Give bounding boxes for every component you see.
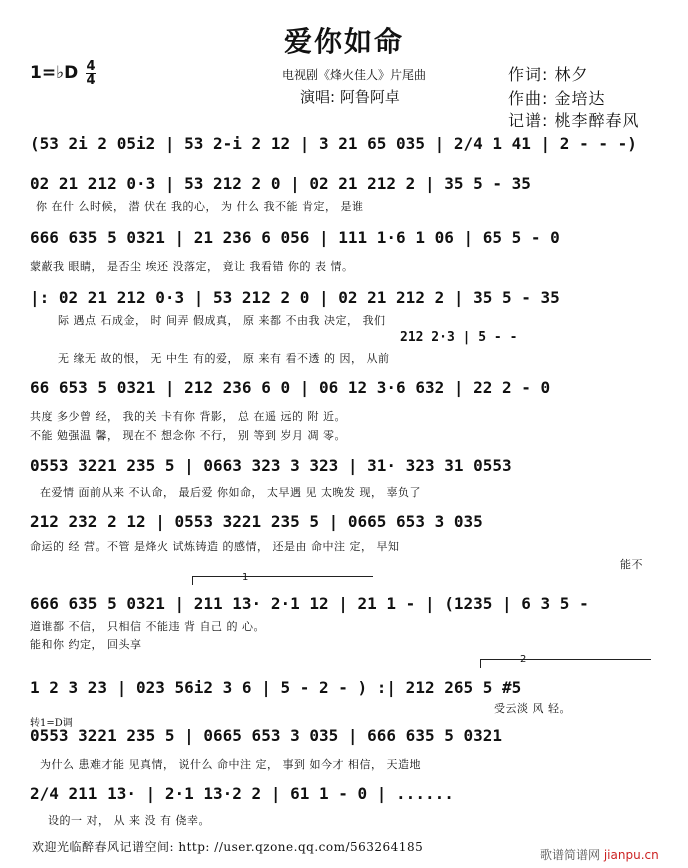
footer-text: 欢迎光临醉春风记谱空间: http: //user.qzone.qq.com/563264185 (32, 840, 424, 854)
modulation-mark: 转1=D调 (30, 718, 73, 729)
time-signature-numerator: 4 (86, 59, 96, 74)
subtitle: 电视剧《烽火佳人》片尾曲 (282, 68, 427, 82)
transcriber-credit: 记谱: 桃李醉春风 (508, 111, 640, 130)
lyric-line-6: 命运的 经 营。不管 是烽火 试炼铸造 的感情， 还是由 命中注 定， 早知 (30, 540, 400, 553)
notation-line-1: 02 21 212 0·3 | 53 212 2 0 | 02 21 212 2 | 35 5 - 35 (30, 174, 531, 193)
lyric-line-2: 蒙蔽我 眼睛， 是否尘 埃还 没落定， 竟让 我看错 你的 表 情。 (30, 260, 354, 273)
notation-line-2: 666 635 5 0321 | 21 236 6 056 | 111 1·6 1 06 | 65 5 - 0 (30, 228, 560, 247)
lyric-line-4-verse2: 不能 勉强温 馨， 现在不 想念你 不行， 别 等到 岁月 凋 零。 (30, 429, 346, 442)
composer-credit: 作曲: 金培达 (508, 89, 606, 108)
volta-2-label: 2 (520, 654, 527, 665)
alt-notation-snippet: 212 2·3 | 5 - - (400, 330, 518, 345)
notation-line-6: 212 232 2 12 | 0553 3221 235 5 | 0665 653 3 035 (30, 512, 483, 531)
page-title: 爱你如命 (283, 25, 404, 58)
time-signature-denominator: 4 (86, 73, 96, 88)
notation-line-9: 0553 3221 235 5 | 0665 653 3 035 | 666 635 5 0321 (30, 726, 503, 745)
lyric-line-9: 为什么 患难才能 见真情， 说什么 命中注 定， 事到 如今才 相信， 天造地 (40, 758, 421, 771)
notation-line-7: 666 635 5 0321 | 211 13· 2·1 12 | 21 1 - | (1235 | 6 3 5 - (30, 594, 589, 613)
key-signature: 1=♭D (30, 63, 79, 83)
lyric-line-4-verse1: 共度 多少曾 经， 我的关 卡有你 背影， 总 在遥 远的 附 近。 (30, 410, 346, 423)
lyric-line-5: 在爱情 面前从来 不认命， 最后爱 你如命， 太早遇 见 太晚发 现， 辜负了 (40, 486, 421, 499)
watermark-site-url: jianpu.cn (603, 848, 659, 862)
volta-1-bracket (192, 576, 373, 585)
volta-1-label: 1 (242, 572, 249, 583)
notation-line-5: 0553 3221 235 5 | 0663 323 3 323 | 31· 323 31 0553 (30, 456, 512, 475)
notation-line-intro: (53 2i 2 05i2 | 53 2-i 2 12 | 3 21 65 035 | 2/4 1 41 | 2 - - -) (30, 134, 637, 153)
singer-credit: 演唱: 阿鲁阿卓 (300, 88, 400, 106)
volta-2-bracket (480, 659, 651, 668)
lyric-line-1: 你 在什 么时候， 潜 伏在 我的心， 为 什么 我不能 肯定， 是谁 (36, 200, 364, 213)
time-signature (86, 60, 96, 87)
lyric-line-7-verse1: 道谁都 不信， 只相信 不能违 背 自己 的 心。 (30, 620, 265, 633)
lyric-line-8: 受云淡 风 轻。 (494, 702, 571, 715)
notation-line-10: 2/4 211 13· | 2·1 13·2 2 | 61 1 - 0 | ...... (30, 784, 454, 803)
lyric-line-3-verse2: 无 缘无 故的恨， 无 中生 有的爱， 原 来有 看不透 的 因， 从前 (58, 352, 390, 365)
lyric-line-3-verse1: 际 遇点 石成金， 时 间弄 假成真， 原 来都 不由我 决定， 我们 (58, 314, 386, 327)
notation-line-4: 66 653 5 0321 | 212 236 6 0 | 06 12 3·6 632 | 22 2 - 0 (30, 378, 551, 397)
lyric-line-7-verse2: 能和你 约定， 回头享 (30, 638, 142, 651)
watermark (540, 846, 659, 863)
lyric-line-10: 设的一 对， 从 来 没 有 侥幸。 (48, 814, 210, 827)
notation-line-3: |: 02 21 212 0·3 | 53 212 2 0 | 02 21 212 2 | 35 5 - 35 (30, 288, 560, 307)
lyric-line-6-alt: 能不 (620, 558, 643, 571)
lyricist-credit: 作词: 林夕 (508, 65, 589, 84)
watermark-site-name: 歌谱简谱网 (540, 848, 601, 862)
notation-line-8: 1 2 3 23 | 023 56i2 3 6 | 5 - 2 - ) :| 212 265 5 #5 (30, 678, 522, 697)
